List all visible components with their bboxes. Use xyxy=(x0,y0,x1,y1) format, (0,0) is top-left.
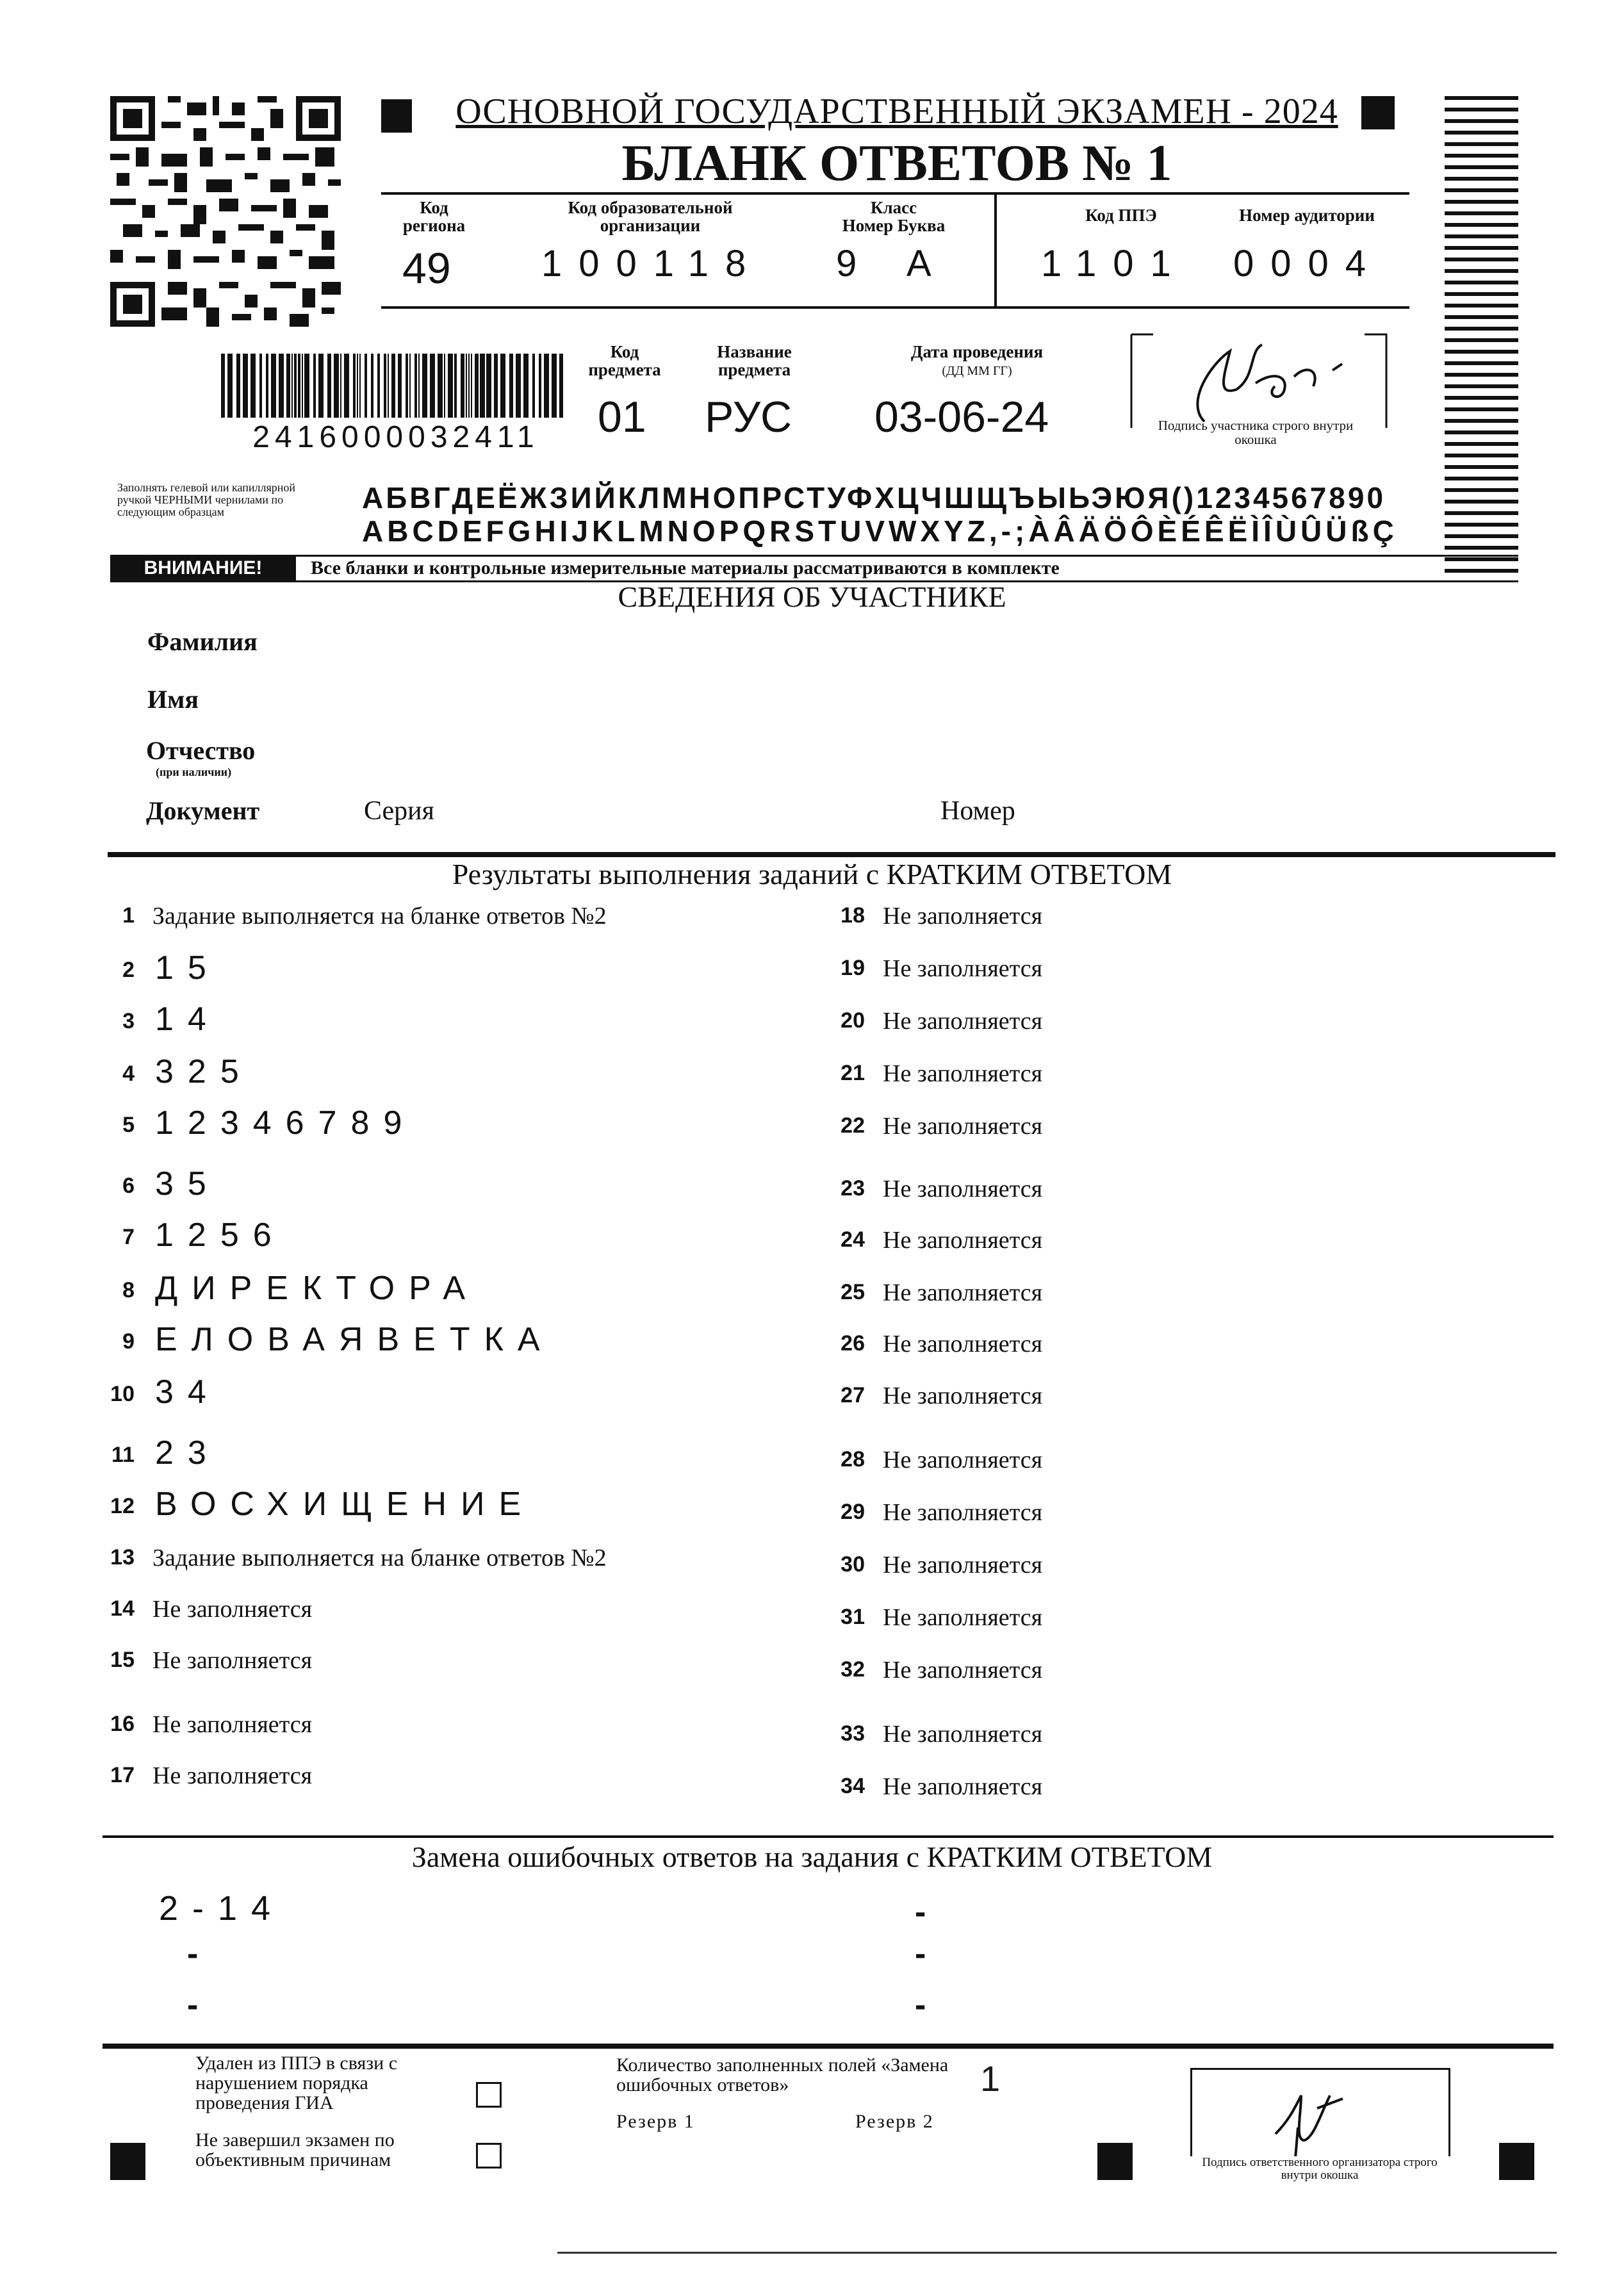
organizer-signature-box[interactable] xyxy=(1190,2068,1450,2161)
surname-label: Фамилия xyxy=(147,627,258,656)
patronymic-label: Отчество xyxy=(146,736,256,765)
task-number: 26 xyxy=(841,1331,865,1356)
task-number: 12 xyxy=(110,1494,135,1518)
task-number: 24 xyxy=(841,1227,865,1252)
task-answer-text: Не заполняется xyxy=(883,1604,1043,1631)
page-bottom-rule xyxy=(557,2252,1557,2254)
task-answer-text: Не заполняется xyxy=(883,1721,1043,1748)
task-number: 17 xyxy=(110,1763,135,1787)
task-answer-text: Не заполняется xyxy=(883,1176,1043,1202)
task-answer-handwritten[interactable]: 14 xyxy=(155,1001,220,1038)
task-answer-text: Не заполняется xyxy=(883,1499,1043,1526)
sample-row-latin: ABCDEFGHIJKLMNOPQRSTUVWXYZ,-;ÀÂÄÖÔÈÉÊËÌÎÙÛÜßÇ xyxy=(362,514,1398,548)
date-format: (ДД ММ ГГ) xyxy=(942,364,1012,378)
task-number: 9 xyxy=(122,1329,135,1354)
task-answer-text: Не заполняется xyxy=(883,1060,1043,1087)
task-number: 30 xyxy=(841,1552,865,1577)
replacement-dash-right-1[interactable]: - xyxy=(915,1894,926,1931)
results-section-title: Результаты выполнения заданий с КРАТКИМ ОТВЕТОМ xyxy=(452,858,1172,890)
task-number: 15 xyxy=(110,1648,135,1672)
task-number: 20 xyxy=(841,1008,865,1033)
date-value: 03-06-24 xyxy=(874,393,1049,441)
task-answer-handwritten[interactable]: 1256 xyxy=(155,1217,286,1254)
alignment-marker-bottom-left xyxy=(110,2143,145,2180)
subject-name-label: Название предмета xyxy=(717,342,792,379)
task-answer-text: Не заполняется xyxy=(152,1596,313,1623)
org-label: Код образовательной организации xyxy=(568,198,733,235)
exam-title: ОСНОВНОЙ ГОСУДАРСТВЕННЫЙ ЭКЗАМЕН - 2024 xyxy=(455,92,1338,131)
replacement-dash-right-3[interactable]: - xyxy=(915,1987,926,2024)
task-answer-text: Не заполняется xyxy=(883,1657,1043,1684)
removed-text: Удален из ППЭ в связи с нарушением порядка проведения ГИА xyxy=(195,2053,398,2113)
results-bottom-rule xyxy=(103,1835,1554,1838)
org-value: 100118 xyxy=(541,243,763,284)
task-answer-handwritten[interactable]: 15 xyxy=(155,949,220,987)
class-letter-value: А xyxy=(906,243,948,284)
replacement-entry-1[interactable]: 2-14 xyxy=(159,1889,285,1928)
participant-section-title: СВЕДЕНИЯ ОБ УЧАСТНИКЕ xyxy=(618,580,1006,613)
region-value: 49 xyxy=(402,244,451,293)
organizer-signature-graphic xyxy=(1192,2070,1448,2160)
subject-code-value: 01 xyxy=(598,393,646,441)
task-answer-handwritten[interactable]: 12346789 xyxy=(155,1104,416,1142)
task-number: 23 xyxy=(841,1176,865,1201)
participant-signature-caption: Подпись участника строго внутри окошка xyxy=(1158,418,1354,447)
ppe-label: Код ППЭ xyxy=(1085,206,1157,225)
replacement-count-value[interactable]: 1 xyxy=(980,2058,1001,2099)
task-answer-text: Не заполняется xyxy=(883,903,1043,930)
task-number: 25 xyxy=(841,1280,865,1304)
warning-text: Все бланки и контрольные измерительные материалы рассматриваются в комплекте xyxy=(311,557,1060,578)
task-answer-text: Не заполняется xyxy=(883,955,1043,982)
task-answer-text: Не заполняется xyxy=(883,1331,1043,1357)
task-number: 28 xyxy=(841,1447,865,1472)
task-number: 27 xyxy=(841,1383,865,1407)
task-number: 31 xyxy=(841,1605,865,1629)
task-number: 33 xyxy=(841,1721,865,1746)
task-number: 32 xyxy=(841,1657,865,1682)
room-label: Номер аудитории xyxy=(1239,206,1375,225)
subject-name-value: РУС xyxy=(705,393,792,441)
removed-checkbox[interactable] xyxy=(476,2082,502,2108)
results-right-column xyxy=(826,0,1531,2271)
task-number: 14 xyxy=(110,1596,135,1621)
task-number: 13 xyxy=(110,1545,135,1570)
alignment-marker-bottom-middle xyxy=(1097,2143,1133,2180)
task-number: 19 xyxy=(841,956,865,980)
subject-code-label: Код предмета xyxy=(588,342,661,379)
task-number: 21 xyxy=(841,1061,865,1085)
task-number: 4 xyxy=(122,1062,135,1086)
task-number: 2 xyxy=(122,958,135,982)
class-label: Класс xyxy=(870,198,917,217)
task-answer-handwritten[interactable]: ДИРЕКТОРА xyxy=(155,1270,480,1307)
task-answer-handwritten[interactable]: 325 xyxy=(155,1053,253,1090)
reserve-2-label: Резерв 2 xyxy=(855,2111,934,2132)
not-finished-checkbox[interactable] xyxy=(476,2143,502,2169)
number-label: Номер xyxy=(940,796,1015,826)
task-number: 29 xyxy=(841,1500,865,1524)
task-number: 5 xyxy=(122,1113,135,1137)
task-answer-text: Не заполняется xyxy=(152,1711,313,1738)
class-sublabel: Номер Буква xyxy=(842,216,946,235)
date-label: Дата проведения xyxy=(910,342,1044,361)
reserve-1-label: Резерв 1 xyxy=(616,2111,695,2132)
task-answer-text: Не заполняется xyxy=(152,1647,313,1674)
task-answer-text: Не заполняется xyxy=(883,1552,1043,1578)
alignment-marker-bottom-right xyxy=(1499,2143,1534,2180)
document-label: Документ xyxy=(146,796,260,825)
task-number: 11 xyxy=(111,1443,135,1467)
replacement-dash-right-2[interactable]: - xyxy=(915,1935,926,1972)
room-value: 0004 xyxy=(1233,243,1383,284)
task-answer-handwritten[interactable]: 23 xyxy=(155,1434,220,1472)
series-label: Серия xyxy=(364,796,434,826)
task-number: 6 xyxy=(122,1174,135,1198)
form-title: БЛАНК ОТВЕТОВ № 1 xyxy=(621,135,1172,192)
not-finished-text: Не завершил экзамен по объективным причинам xyxy=(195,2129,395,2170)
task-answer-text: Не заполняется xyxy=(883,1447,1043,1473)
sample-note: Заполнять гелевой или капиллярной ручкой ЧЕРНЫМИ чернилами по следующим образцам xyxy=(117,481,295,518)
replacement-section-title: Замена ошибочных ответов на задания с КРАТКИМ ОТВЕТОМ xyxy=(411,1841,1213,1873)
results-left-column xyxy=(96,0,801,2271)
task-number: 8 xyxy=(122,1278,135,1302)
task-number: 22 xyxy=(841,1113,865,1138)
task-number: 1 xyxy=(122,903,135,928)
ppe-value: 1101 xyxy=(1041,243,1188,284)
task-answer-text: Не заполняется xyxy=(883,1227,1043,1254)
replacement-count-label: Количество заполненных полей «Замена ошибочных ответов» xyxy=(616,2054,949,2095)
sample-row-cyrillic: АБВГДЕЁЖЗИЙКЛМНОПРСТУФХЦЧШЩЪЫЬЭЮЯ()1234567890 xyxy=(362,481,1386,514)
task-number: 34 xyxy=(841,1774,865,1798)
task-answer-text: Не заполняется xyxy=(883,1008,1043,1035)
region-label: Код региона xyxy=(402,198,466,235)
replacement-dash-left-2[interactable]: - xyxy=(187,1935,199,1972)
task-answer-text: Не заполняется xyxy=(152,1762,313,1789)
task-answer-text: Задание выполняется на бланке ответов №2 xyxy=(152,1545,607,1571)
task-answer-handwritten[interactable]: 34 xyxy=(155,1373,220,1411)
task-answer-text: Не заполняется xyxy=(883,1773,1043,1800)
task-answer-text: Не заполняется xyxy=(883,1279,1043,1306)
name-label: Имя xyxy=(147,685,199,714)
task-answer-text: Задание выполняется на бланке ответов №2 xyxy=(152,903,607,930)
patronymic-note: (при наличии) xyxy=(156,766,232,778)
replacement-dash-left-3[interactable]: - xyxy=(187,1987,199,2024)
task-answer-text: Не заполняется xyxy=(883,1382,1043,1409)
footer-top-rule xyxy=(103,2044,1554,2049)
warning-badge: ВНИМАНИЕ! xyxy=(110,556,296,580)
task-number: 3 xyxy=(122,1009,135,1033)
task-number: 16 xyxy=(110,1712,135,1736)
task-number: 18 xyxy=(841,903,865,928)
task-number: 10 xyxy=(110,1382,135,1406)
task-answer-text: Не заполняется xyxy=(883,1113,1043,1140)
organizer-signature-caption: Подпись ответственного организатора строго внутри окошка xyxy=(1185,2156,1454,2182)
class-number-value: 9 xyxy=(836,243,874,284)
task-answer-handwritten[interactable]: 35 xyxy=(155,1165,220,1202)
barcode-number: 2416000032411 xyxy=(252,420,539,454)
task-number: 7 xyxy=(122,1225,135,1249)
task-answer-handwritten[interactable]: ВОСХИЩЕНИЕ xyxy=(155,1486,536,1523)
task-answer-handwritten[interactable]: ЕЛОВАЯВЕТКА xyxy=(155,1321,554,1358)
